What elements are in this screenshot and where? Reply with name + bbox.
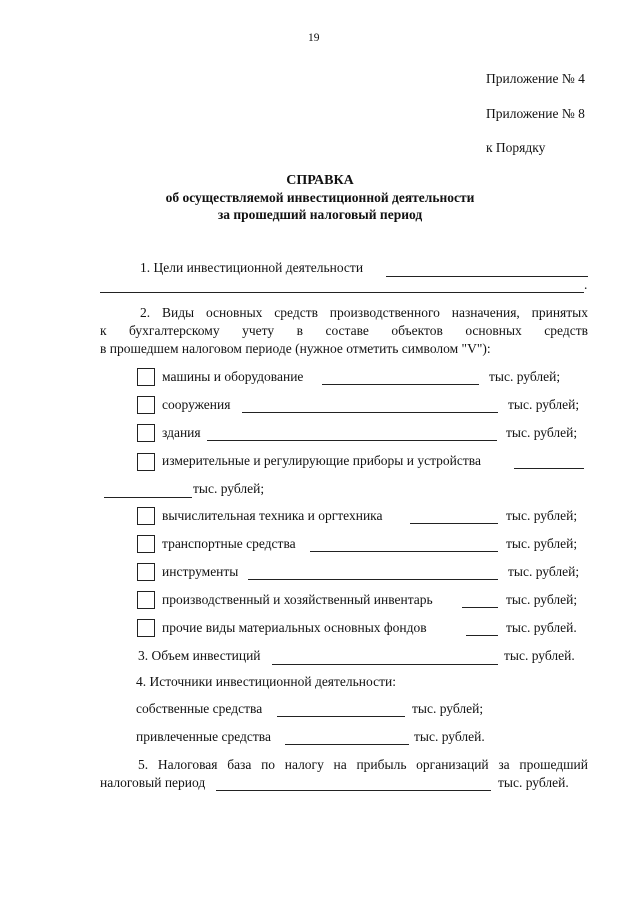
item-unit-tools: тыс. рублей; [508,564,580,579]
field-computers[interactable] [410,523,498,524]
checkbox-structures[interactable] [137,396,155,414]
document-subtitle-2: за прошедший налоговый период [217,207,423,222]
item-label-structures: сооружения [162,397,231,412]
section-1-end-dot: . [584,277,588,292]
field-measuring-instruments[interactable] [514,468,584,469]
section-5-unit: тыс. рублей. [498,775,569,790]
section-5-text-line-1: 5. Налоговая база по налогу на прибыль организаций за прошедший [138,757,588,772]
section-1-label: 1. Цели инвестиционной деятельности [140,260,364,275]
appendix-line-3: к Порядку [486,140,546,155]
item-label-inventory: производственный и хозяйственный инвентарь [162,592,433,607]
section-4-label: 4. Источники инвестиционной деятельности: [136,674,396,689]
field-inventory[interactable] [462,607,498,608]
field-buildings[interactable] [207,440,497,441]
section-3-field[interactable] [272,664,498,665]
section-5-field[interactable] [216,790,491,791]
field-tools[interactable] [248,579,498,580]
field-vehicles[interactable] [310,551,498,552]
borrowed-funds-unit: тыс. рублей. [414,729,485,744]
borrowed-funds-label: привлеченные средства [136,729,271,744]
own-funds-unit: тыс. рублей; [412,701,484,716]
item-label-machines: машины и оборудование [162,369,304,384]
checkbox-other-assets[interactable] [137,619,155,637]
checkbox-vehicles[interactable] [137,535,155,553]
item-label-tools: инструменты [162,564,239,579]
checkbox-inventory[interactable] [137,591,155,609]
item-label-computers: вычислительная техника и оргтехника [162,508,383,523]
field-machines[interactable] [322,384,479,385]
item-label-measuring-instruments: измерительные и регулирующие приборы и устройства [162,453,481,468]
item-unit-other-assets: тыс. рублей. [506,620,577,635]
item-label-buildings: здания [162,425,201,440]
checkbox-computers[interactable] [137,507,155,525]
section-5-label: налоговый период [100,775,206,790]
item-unit-machines: тыс. рублей; [489,369,561,384]
own-funds-label: собственные средства [136,701,263,716]
appendix-line-1: Приложение № 4 [486,71,585,86]
section-2-text-line-1: 2. Виды основных средств производственного назначения, принятых [140,305,588,320]
section-3-unit: тыс. рублей. [504,648,575,663]
item-unit-structures: тыс. рублей; [508,397,580,412]
item-label-other-assets: прочие виды материальных основных фондов [162,620,427,635]
item-label-vehicles: транспортные средства [162,536,296,551]
section-3-label: 3. Объем инвестиций [138,648,261,663]
page-number: 19 [308,32,320,44]
section-1-field[interactable] [386,276,588,277]
appendix-line-2: Приложение № 8 [486,106,585,121]
section-1-field-continued[interactable] [100,292,584,293]
checkbox-machines[interactable] [137,368,155,386]
checkbox-measuring-instruments[interactable] [137,453,155,471]
item-unit-buildings: тыс. рублей; [506,425,578,440]
field-other-assets[interactable] [466,635,498,636]
section-2-text-line-3: в прошедшем налоговом периоде (нужное отметить символом "V"): [100,341,491,356]
field-measuring-instruments-continued[interactable] [104,497,192,498]
item-unit-inventory: тыс. рублей; [506,592,578,607]
own-funds-field[interactable] [277,716,405,717]
checkbox-buildings[interactable] [137,424,155,442]
section-2-text-line-2: к бухгалтерскому учету в составе объектов основных средств [100,323,588,338]
borrowed-funds-field[interactable] [285,744,409,745]
document-subtitle-1: об осуществляемой инвестиционной деятельности [165,190,475,205]
checkbox-tools[interactable] [137,563,155,581]
field-structures[interactable] [242,412,498,413]
document-title: СПРАВКА [286,173,354,188]
item-unit-computers: тыс. рублей; [506,508,578,523]
item-unit-vehicles: тыс. рублей; [506,536,578,551]
item-unit-measuring-instruments: тыс. рублей; [193,481,265,496]
